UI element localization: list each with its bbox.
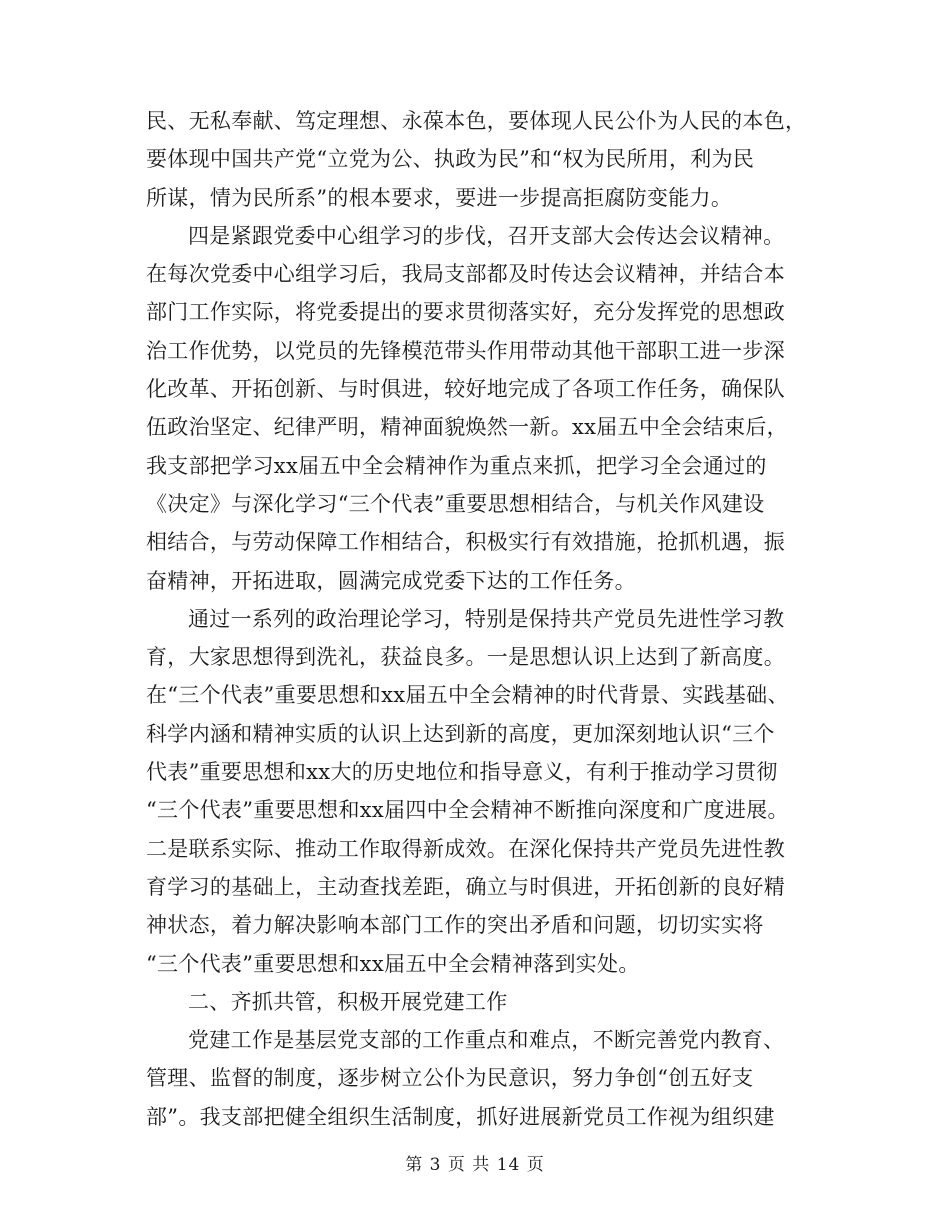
text-line: 伍政治坚定、纪律严明，精神面貌焕然一新。xx届五中全会结束后， — [146, 415, 788, 440]
text-line: 在“三个代表”重要思想和xx届五中全会精神的时代背景、实践基础、 — [146, 683, 789, 708]
text-line: 所谋，情为民所系”的根本要求，要进一步提高拒腐防变能力。 — [146, 185, 733, 210]
paragraph-first-line: 二、齐抓共管，积极开展党建工作 — [188, 989, 508, 1014]
text-line: 在每次党委中心组学习后，我局支部都及时传达会议精神，并结合本 — [146, 262, 785, 287]
paragraph-first-line: 通过一系列的政治理论学习，特别是保持共产党员先进性学习教 — [188, 606, 785, 631]
paragraph-first-line: 党建工作是基层党支部的工作重点和难点，不断完善党内教育、 — [188, 1028, 785, 1053]
paragraph-first-line: 四是紧跟党委中心组学习的步伐，召开支部大会传达会议精神。 — [188, 223, 785, 248]
text-line: 代表”重要思想和xx大的历史地位和指导意义，有利于推动学习贯彻 — [146, 760, 778, 785]
text-line: 管理、监督的制度，逐步树立公仆为民意识，努力争创“创五好支 — [146, 1066, 754, 1091]
text-line: 育，大家思想得到洗礼，获益良多。一是思想认识上达到了新高度。 — [146, 645, 785, 670]
body-text — [146, 102, 826, 1136]
text-line: 《决定》与深化学习“三个代表”重要思想相结合，与机关作风建设 — [146, 491, 765, 516]
text-line: “三个代表”重要思想和xx届四中全会精神不断推向深度和广度进展。 — [146, 798, 789, 823]
text-line: 要体现中国共产党“立党为公、执政为民”和“权为民所用，利为民 — [146, 147, 755, 172]
text-line: 部门工作实际，将党委提出的要求贯彻落实好，充分发挥党的思想政 — [146, 300, 785, 325]
text-line: 我支部把学习xx届五中全会精神作为重点来抓，把学习全会通过的 — [146, 453, 767, 478]
page-footer: 第 3 页 共 14 页 — [405, 1155, 545, 1175]
text-line: 相结合，与劳动保障工作相结合，积极实行有效措施，抢抓机遇，振 — [146, 530, 785, 555]
text-line: 科学内涵和精神实质的认识上达到新的高度，更加深刻地认识“三个 — [146, 721, 775, 746]
text-line: 民、无私奉献、笃定理想、永葆本色，要体现人民公仆为人民的本色， — [146, 109, 807, 133]
text-line: 治工作优势，以党员的先锋模范带头作用带动其他干部职工进一步深 — [146, 338, 785, 363]
text-line: 部”。我支部把健全组织生活制度，抓好进展新党员工作视为组织建 — [146, 1104, 775, 1129]
text-line: 奋精神，开拓进取，圆满完成党委下达的工作任务。 — [146, 568, 636, 593]
text-line: “三个代表”重要思想和xx届五中全会精神落到实处。 — [146, 951, 640, 976]
text-line: 神状态，着力解决影响本部门工作的突出矛盾和问题，切切实实将 — [146, 913, 764, 938]
text-line: 育学习的基础上，主动查找差距，确立与时俱进，开拓创新的良好精 — [146, 874, 785, 899]
text-line: 化改革、开拓创新、与时俱进，较好地完成了各项工作任务，确保队 — [146, 377, 785, 402]
text-line: 二是联系实际、推动工作取得新成效。在深化保持共产党员先进性教 — [146, 836, 785, 861]
